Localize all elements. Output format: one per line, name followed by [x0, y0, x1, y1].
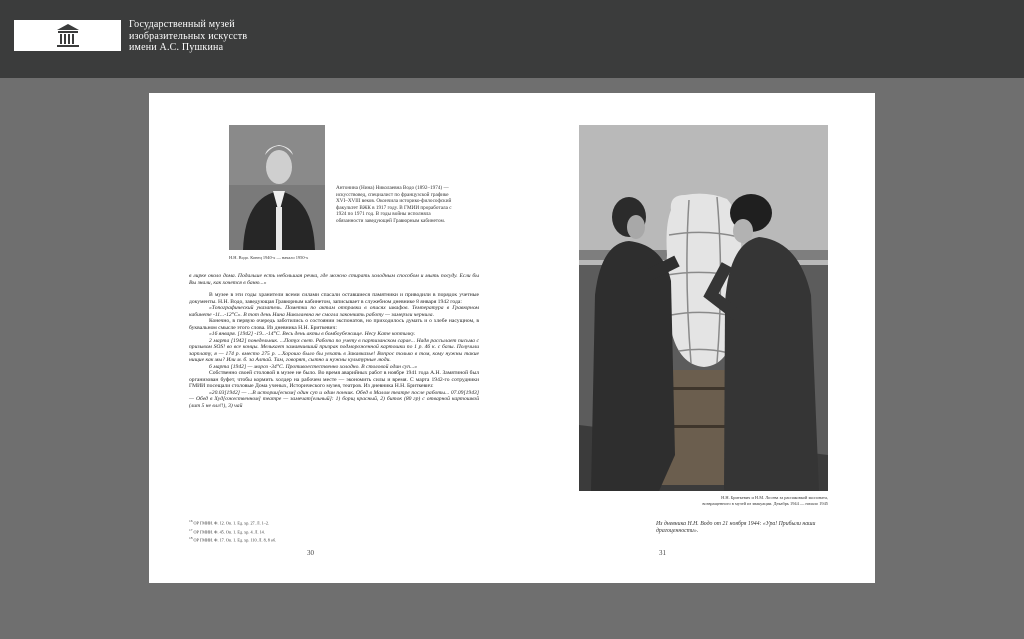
paragraph: Собственно своей столовой в музее не было. Во время аварийных работ в ноябре 1941 года А.Н. Замятиной был организован буфет, чтобы кормить холдер на рабочем месте — экономить силы и время. С марта 1942-го сотрудники ГМИИ посещали столовые Дома ученых, Исторического музея, театров. Из дневника Н.Н. Бриткевич:: [189, 370, 479, 389]
footnote-text: ОР ГМИИ. Ф. 17. Оп. 1. Ед. хр. 110. Л. 8, 8 об.: [193, 537, 277, 543]
diary-quote: Из дневника Н.Н. Водо от 21 ноября 1944: «Ура! Прибыли наши драгоценности».: [656, 521, 816, 535]
footnote: [189, 535, 429, 544]
museum-name-line: имени А.С. Пушкина: [129, 42, 224, 53]
page-number-left: 30: [307, 549, 314, 557]
footnote-mark: 17: [189, 527, 193, 532]
paragraph: 2 марта [1942] понедельник. ...Потух свет. Работа по учету в партизанском сарае... Надя рассылает письма с призывом SOS! во все концы. Мелькает замаячивший призрак подмороженной картошки по 1 р. 46 к. с базы. Получили зарплату, я — 174 р. вместо 275 р. ...Хорошо было бы уехать в Закавказье! Вопрос только в том, кому нужны такие нищие как мы? Или м. б. за Алтай. Там, говорят, сытно и нужны культурные люди.: [189, 337, 479, 363]
footnotes: [189, 518, 429, 544]
main-text: [189, 273, 479, 409]
paragraph: «20.03[1942] — ...В истории[еском] один суп и один пончик. Обед в Малом театре после работы... 07.09[1943] — Обед в Худ[ожественном] театре — замечат[ельный]: 1) борщ красный, 2) биток (80 гр) с отварной картошкой (лит 5 не влл!!), 3) чай: [189, 389, 479, 409]
portrait-caption: Н.Н. Водо. Конец 1940-х — начало 1950-х: [229, 255, 309, 260]
footnote-mark: 16: [189, 519, 193, 523]
paragraph: Конечно, в первую очередь заботились о состоянии экспонатов, но приходилось думать и о хлебе насущном, в буквальном смысле этого слова. Из дневника Н.Н. Бриткевич:: [189, 318, 479, 331]
photo-caption: Н.Н. Бриткевич и Н.М. Лосева за распаковкой экспоната, возвращенного в музей из эвакуации. Декабрь 1944 — начало 1945: [702, 495, 828, 506]
book-spread: [149, 93, 875, 583]
paragraph: «Топографический указатель. Пометки по актам отправки в описях шкафов. Температура в Гравюрном кабинете -11...-12°С». В тот день Нина Николаевна не смогла закончить работу — замерзли чернила.: [189, 305, 479, 318]
paragraph: В музее в эти годы хранители всеми силами спасали оставшиеся памятники и приводили в порядок учетные документы. Н.Н. Водо, заведующая Гравюрным кабинетом, записывает в служебном дневнике 8 января 1942 года:: [189, 292, 479, 305]
paragraph: в лирке около дома. Подальше есть небольшая речка, где можно стирать холодным способом и мыть посуду. Если бы Вы знали, как хочется в баню...»: [189, 273, 479, 286]
museum-logo[interactable]: [14, 20, 121, 51]
museum-name-line: Государственный музей: [129, 19, 235, 30]
footnote-text: ОР ГМИИ. Ф. 12. Оп. 1. Ед. хр. 27. Л. 1–2.: [193, 520, 269, 526]
footnote: [189, 527, 429, 536]
biography-note: Антонина (Нина) Николаевна Водо (1892–1974) — искусствовед, специалист по французской графике XVI–XVIII веков. Окончила историко-философский факультет ВЖК в 1917 году. В ГМИИ проработала с 1924 по 1971 год. В годы войны исполняла обязанности заведующей Гравюрным кабинетом.: [336, 185, 452, 224]
paragraph: 6 марта [1942] — мороз -34°С. Противоестественно холодно. В столовой один суп...»: [209, 363, 418, 370]
museum-name-line: изобразительных искусств: [129, 30, 248, 42]
footnote-text: ОР ГМИИ. Ф. 45. Оп. 1. Ед. хр. 4. Л. 14.: [193, 528, 265, 534]
page-number-right: 31: [659, 549, 666, 557]
footnote-mark: 18: [189, 536, 193, 541]
columns-building-icon: [55, 22, 81, 49]
portrait-photo: [229, 125, 325, 250]
portrait-image: [229, 125, 325, 250]
footnote: [189, 518, 429, 527]
paragraph: «16 января. [1942] -19...-14°С. Весь день акты в бомбоубежище. Несу Кате коптилку.: [209, 331, 416, 337]
site-header: [0, 0, 1024, 78]
unpacking-image: [579, 125, 828, 491]
museum-name[interactable]: [129, 19, 247, 54]
unpacking-photo: [579, 125, 828, 491]
